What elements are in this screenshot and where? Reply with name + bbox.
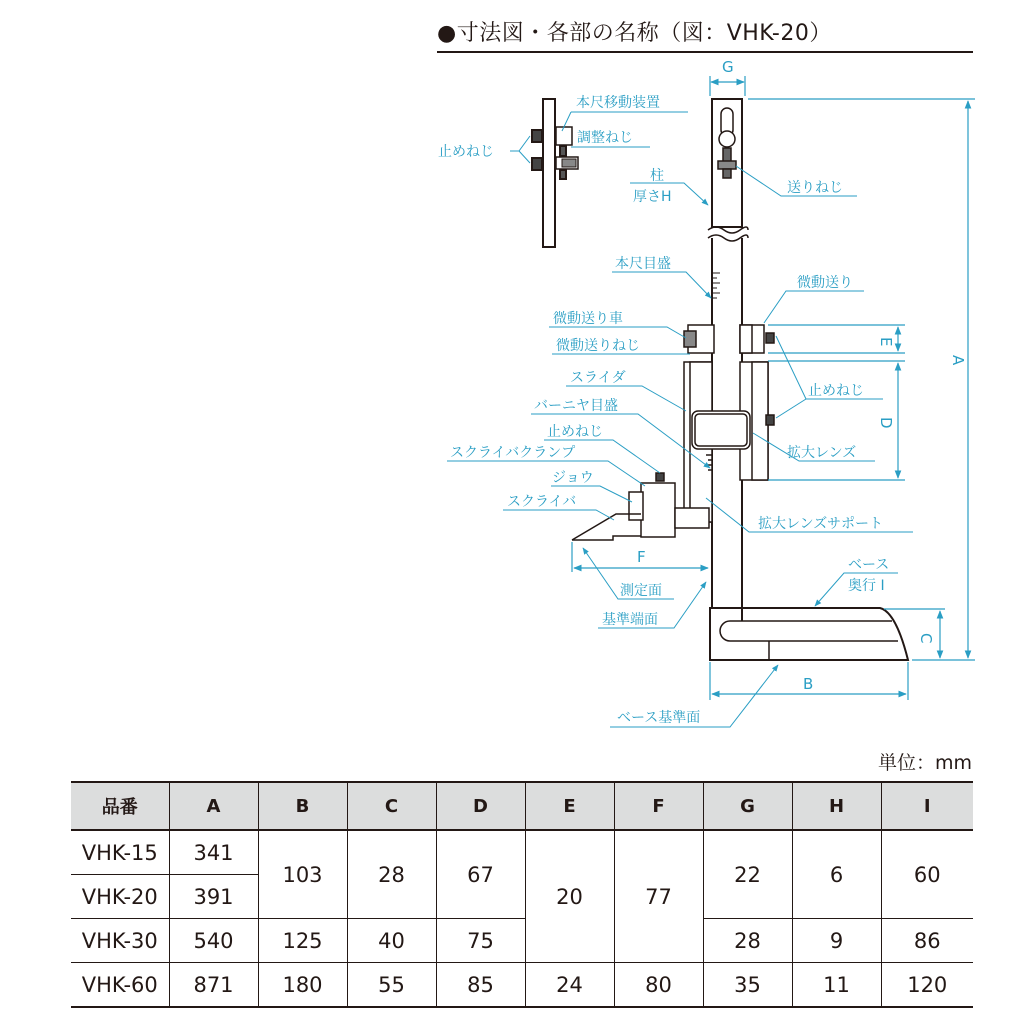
header-d: D (436, 782, 525, 830)
label-thickness-h: 厚さH (633, 189, 672, 205)
label-depth-i: 奥行 I (848, 578, 885, 594)
label-lock-screw-top: 止めねじ (438, 144, 494, 160)
cell-b: 180 (258, 963, 347, 1008)
cell-d: 85 (436, 963, 525, 1008)
dim-label-d: D (877, 417, 895, 429)
header-f: F (614, 782, 703, 830)
cell-d: 67 (436, 830, 525, 919)
side-detail-view (532, 99, 578, 247)
dim-label-e: E (877, 337, 895, 347)
cell-h: 11 (792, 963, 881, 1008)
label-fine-feed-screw: 微動送りねじ (556, 338, 640, 354)
label-main-scale-mover: 本尺移動装置 (576, 95, 660, 111)
label-column: 柱 (650, 168, 664, 184)
header-b: B (258, 782, 347, 830)
header-i: I (881, 782, 973, 830)
label-jaw: ジョウ (552, 470, 594, 486)
label-magnifier: 拡大レンズ (787, 445, 857, 461)
header-c: C (347, 782, 436, 830)
label-scriber-clamp: スクライバクランプ (450, 445, 576, 461)
header-g: G (703, 782, 792, 830)
header-model: 品番 (71, 782, 169, 830)
table-row (71, 919, 973, 963)
cell-a: 391 (169, 875, 258, 919)
label-fine-feed: 微動送り (797, 275, 853, 291)
label-measuring-face: 測定面 (620, 583, 662, 599)
label-scriber: スクライバ (507, 494, 577, 510)
cell-c: 28 (347, 830, 436, 919)
label-main-scale: 本尺目盛 (615, 256, 671, 272)
dimension-lines (572, 76, 975, 700)
label-magnifier-support: 拡大レンズサポート (758, 516, 883, 532)
cell-model: VHK-60 (71, 963, 169, 1008)
cell-a: 540 (169, 919, 258, 963)
label-lock-screw-right: 止めねじ (808, 383, 864, 399)
dim-label-f: F (637, 548, 646, 566)
main-scale-ticks (712, 273, 720, 298)
label-slider: スライダ (570, 370, 626, 386)
cell-b: 125 (258, 919, 347, 963)
header-h: H (792, 782, 881, 830)
cell-g: 28 (703, 919, 792, 963)
label-adjust-screw: 調整ねじ (577, 130, 633, 146)
table-header-row (71, 782, 973, 830)
label-feed-screw: 送りねじ (787, 180, 843, 196)
page-title: ●寸法図・各部の名称（図：VHK-20） (437, 21, 832, 46)
cell-model: VHK-15 (71, 830, 169, 875)
dim-label-b: B (803, 675, 814, 693)
dim-label-c: C (917, 633, 935, 644)
label-base: ベース (848, 557, 890, 573)
label-fine-feed-wheel: 微動送り車 (553, 311, 623, 327)
cell-c: 55 (347, 963, 436, 1008)
cell-f: 80 (614, 963, 703, 1008)
cell-h: 6 (792, 830, 881, 919)
cell-a: 341 (169, 830, 258, 875)
cell-model: VHK-30 (71, 919, 169, 963)
cell-a: 871 (169, 963, 258, 1008)
table-row (71, 830, 973, 875)
feed-screw (718, 108, 736, 178)
unit-label: 単位：mm (877, 752, 972, 774)
base (710, 608, 908, 660)
cell-e: 20 (525, 830, 614, 963)
cell-g: 22 (703, 830, 792, 919)
cell-d: 75 (436, 919, 525, 963)
cell-e: 24 (525, 963, 614, 1008)
cell-g: 35 (703, 963, 792, 1008)
dim-label-g: G (722, 58, 734, 76)
cell-i: 120 (881, 963, 973, 1008)
cell-h: 9 (792, 919, 881, 963)
cell-b: 103 (258, 830, 347, 919)
dim-label-a: A (949, 355, 967, 366)
spec-table (71, 781, 973, 1008)
cell-model: VHK-20 (71, 875, 169, 919)
cell-i: 86 (881, 919, 973, 963)
label-vernier-scale: バーニヤ目盛 (534, 398, 618, 414)
label-base-reference-face: ベース基準面 (617, 710, 701, 726)
label-reference-end-face: 基準端面 (602, 612, 658, 628)
label-lock-screw-slider: 止めねじ (547, 424, 603, 440)
header-a: A (169, 782, 258, 830)
header-e: E (525, 782, 614, 830)
cell-i: 60 (881, 830, 973, 919)
cell-c: 40 (347, 919, 436, 963)
table-row (71, 963, 973, 1008)
cell-f: 77 (614, 830, 703, 963)
